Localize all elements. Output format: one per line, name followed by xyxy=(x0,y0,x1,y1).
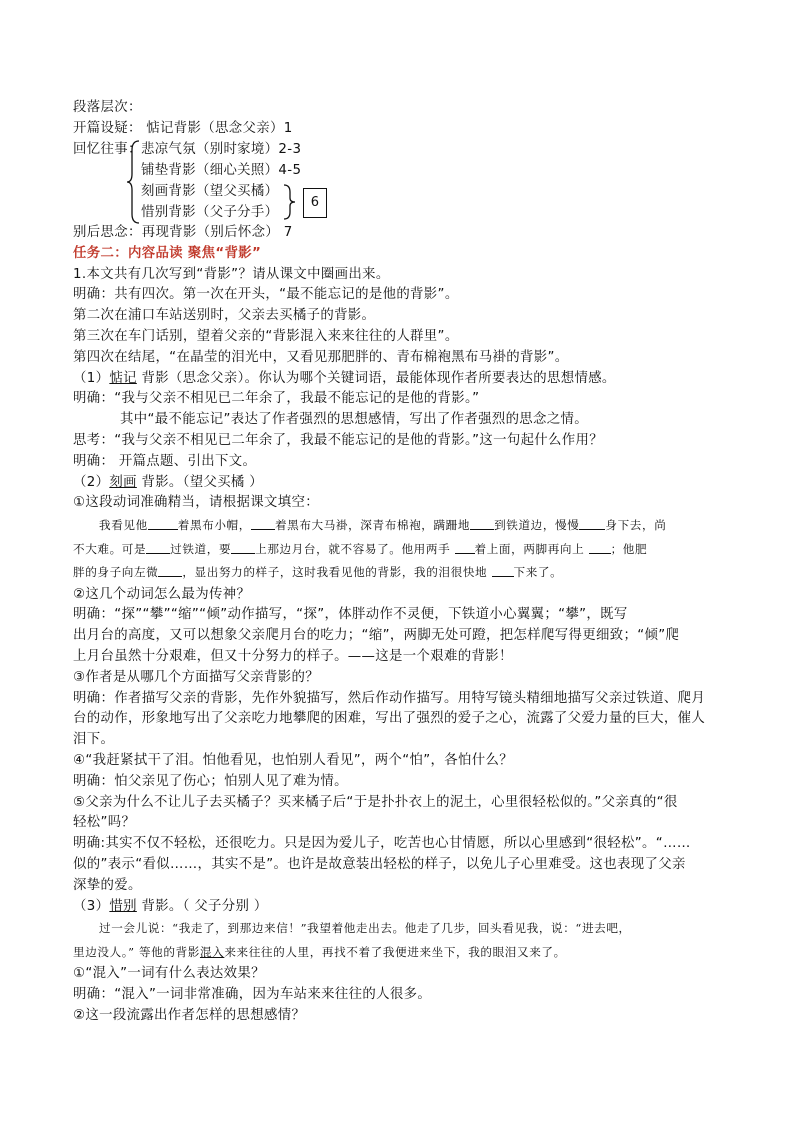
answer-1-line-3: 第三次在车门话别，望着父亲的“背影混入来来往往的人群里”。 xyxy=(73,328,459,344)
section-3-text: 背影。（ 父子分别 ） xyxy=(136,898,268,914)
question-1: 1.本文共有几次写到“背影”？请从课文中圈画出来。 xyxy=(73,266,390,282)
fill-blank[interactable] xyxy=(231,541,255,554)
section-1-heading xyxy=(73,369,733,390)
passage-text: 来来往往的人里，再找不着了我便进来坐下，我的眼泪又来了。 xyxy=(224,944,566,959)
passage-text: 我看见他 xyxy=(99,518,148,533)
passage-1-line-1 xyxy=(73,514,733,538)
section-2-prefix: （2） xyxy=(73,474,110,490)
section-1-keyword: 惦记 xyxy=(109,370,137,386)
passage-text: 着上面，两脚再向上 xyxy=(474,541,589,556)
fill-blank[interactable] xyxy=(492,564,514,577)
fill-blank[interactable] xyxy=(470,517,494,530)
outline-line-4: 刻画背影（望父买橘） xyxy=(141,184,279,199)
passage-text: ，显出努力的样子，这时我看见他的背影，我的泪很快地 xyxy=(182,565,492,580)
answer-4-line-3: 上月台虽然十分艰难，但又十分努力的样子。——这是一个艰难的背影！ xyxy=(73,649,513,665)
outline-number-box: 6 xyxy=(303,188,327,218)
fill-blank[interactable] xyxy=(158,564,182,577)
passage-keyword: 混入 xyxy=(199,944,225,959)
passage-text: 到铁道边，慢慢 xyxy=(494,518,580,533)
answer-7-line-1: 明确:其实不仅不轻松，还很吃力。只是因为爱儿子，吃苦也心甘情愿，所以心里感到“很轻松”。“…… xyxy=(73,836,691,852)
answer-2-line-2: 其中“最不能忘记”表达了作者强烈的思想感情，写出了作者强烈的思念之情。 xyxy=(120,412,589,428)
question-d1: ①“混入”一词有什么表达效果？ xyxy=(73,966,265,982)
fill-blank[interactable] xyxy=(455,541,475,554)
answer-6: 明确：怕父亲见了伤心；怕别人见了难为情。 xyxy=(73,773,348,789)
answer-2-line-1: 明确：“我与父亲不相见已二年余了，我最不能忘记的是他的背影。” xyxy=(73,391,480,407)
answer-4-line-2: 出月台的高度，又可以想象父亲爬月台的吃力；“缩”，两脚无处可蹬，把怎样爬写得更细致；“倾”爬 xyxy=(73,628,680,644)
answer-3: 明确： 开篇点题、引出下文。 xyxy=(73,453,257,469)
passage-text: 过铁道，要 xyxy=(170,541,232,556)
answer-7-line-2: 似的”表示“看似……，其实不是”。也许是故意装出轻松的样子，以免儿子心里难受。这也表现了父亲 xyxy=(73,857,686,873)
passage-text: 下来了。 xyxy=(513,565,563,580)
answer-5-line-2: 台的动作，形象地写出了父亲吃力地攀爬的困难，写出了强烈的爱子之心，流露了父爱力量的巨大，催人 xyxy=(73,711,706,727)
outline-line-3: 铺垫背影（细心关照）4-5 xyxy=(141,163,302,178)
answer-1-line-4: 第四次在结尾，“在晶莹的泪光中，又看见那肥胖的、青布棉袍黑布马褂的背影”。 xyxy=(73,349,569,365)
passage-text: 不大难。可是 xyxy=(73,541,147,556)
answer-5-line-3: 泪下。 xyxy=(73,732,115,748)
question-c5-line-1: ⑤父亲为什么不让儿子去买橘子？买来橘子后“于是扑扑衣上的泥土，心里很轻松似的。”父亲真的“很 xyxy=(73,794,678,810)
section-2-keyword: 刻画 xyxy=(109,474,137,490)
answer-7-line-3: 深挚的爱。 xyxy=(73,877,142,893)
section-2-text: 背影。（望父买橘 ） xyxy=(136,474,264,490)
passage-text: 着黑布大马褂，深青布棉袍，蹒跚地 xyxy=(274,518,471,533)
question-c3: ③作者是从哪几个方面描写父亲背影的？ xyxy=(73,669,319,685)
outline-line-6: 别后思念：再现背影（别后怀念） 7 xyxy=(73,225,293,240)
answer-5-line-1: 明确：作者描写父亲的背影，先作外貌描写，然后作动作描写。用特写镜头精细地描写父亲过铁道、爬月 xyxy=(73,690,706,706)
question-c5-line-2: 轻松”吗？ xyxy=(73,815,136,831)
question-c1: ①这段动词准确精当，请根据课文填空： xyxy=(73,495,319,511)
left-brace-icon xyxy=(127,140,141,224)
answer-8: 明确：“混入”一词非常准确，因为车站来来往往的人很多。 xyxy=(73,987,432,1003)
fill-blank[interactable] xyxy=(146,541,170,554)
passage-text: 里边没人。” 等他的背影 xyxy=(73,944,200,959)
section-2-heading xyxy=(73,473,733,494)
outline-line-2-item: 悲凉气氛（别时家境）2-3 xyxy=(141,142,302,157)
question-c4: ④“我赶紧拭干了泪。怕他看见，也怕别人看见”，两个“怕”，各怕什么？ xyxy=(73,753,513,769)
outline-line-2-prefix: 回忆往事： xyxy=(73,142,142,157)
question-c2: ②这几个动词怎么最为传神？ xyxy=(73,586,251,602)
section-3-keyword: 惜别 xyxy=(109,898,137,914)
fill-blank[interactable] xyxy=(148,517,178,530)
passage-1-line-2 xyxy=(73,538,733,562)
task2-heading: 任务二：内容品读 聚焦“背影” xyxy=(73,245,262,261)
passage-1-line-3 xyxy=(73,561,733,585)
passage-text: 胖的身子向左微 xyxy=(73,565,159,580)
outline-heading: 段落层次： xyxy=(73,100,142,115)
think-question: 思考：“我与父亲不相见已二年余了，我最不能忘记的是他的背影。”这一句起什么作用？ xyxy=(73,432,604,448)
fill-blank[interactable] xyxy=(579,517,605,530)
passage-2-line-2 xyxy=(73,941,733,965)
passage-text: 上那边月台，就不容易了。他用两手 xyxy=(255,541,455,556)
section-3-heading xyxy=(73,897,733,918)
answer-1-line-1: 明确：共有四次。第一次在开头，“最不能忘记的是他的背影”。 xyxy=(73,287,459,303)
fill-blank[interactable] xyxy=(589,541,611,554)
passage-2-line-1: 过一会儿说：“我走了，到那边来信！”我望着他走出去。他走了几步，回头看见我，说：“进去吧， xyxy=(99,921,631,936)
paragraph-outline xyxy=(73,98,733,223)
question-d2: ②这一段流露出作者怎样的思想感情？ xyxy=(73,1008,306,1023)
outline-line-5: 惜别背影（父子分手） xyxy=(141,205,279,220)
answer-4-line-1: 明确：“探”“攀”“缩”“倾”动作描写，“探”，体胖动作不灵便，下铁道小心翼翼；“攀”，既写 xyxy=(73,607,628,623)
passage-text: 着黑布小帽， xyxy=(177,518,251,533)
section-1-prefix: （1） xyxy=(73,370,110,386)
passage-text: ；他肥 xyxy=(610,541,648,556)
document-page xyxy=(73,98,733,1027)
answer-1-line-2: 第二次在浦口车站送别时，父亲去买橘子的背影。 xyxy=(73,308,376,324)
right-brace-icon xyxy=(283,184,297,220)
section-1-text: 背影（思念父亲）。你认为哪个关键词语，最能体现作者所要表达的思想情感。 xyxy=(136,370,616,386)
section-3-prefix: （3） xyxy=(73,898,110,914)
passage-text: 身下去，尚 xyxy=(605,518,667,533)
fill-blank[interactable] xyxy=(251,517,275,530)
outline-line-1: 开篇设疑： 惦记背影（思念父亲）1 xyxy=(73,121,293,136)
